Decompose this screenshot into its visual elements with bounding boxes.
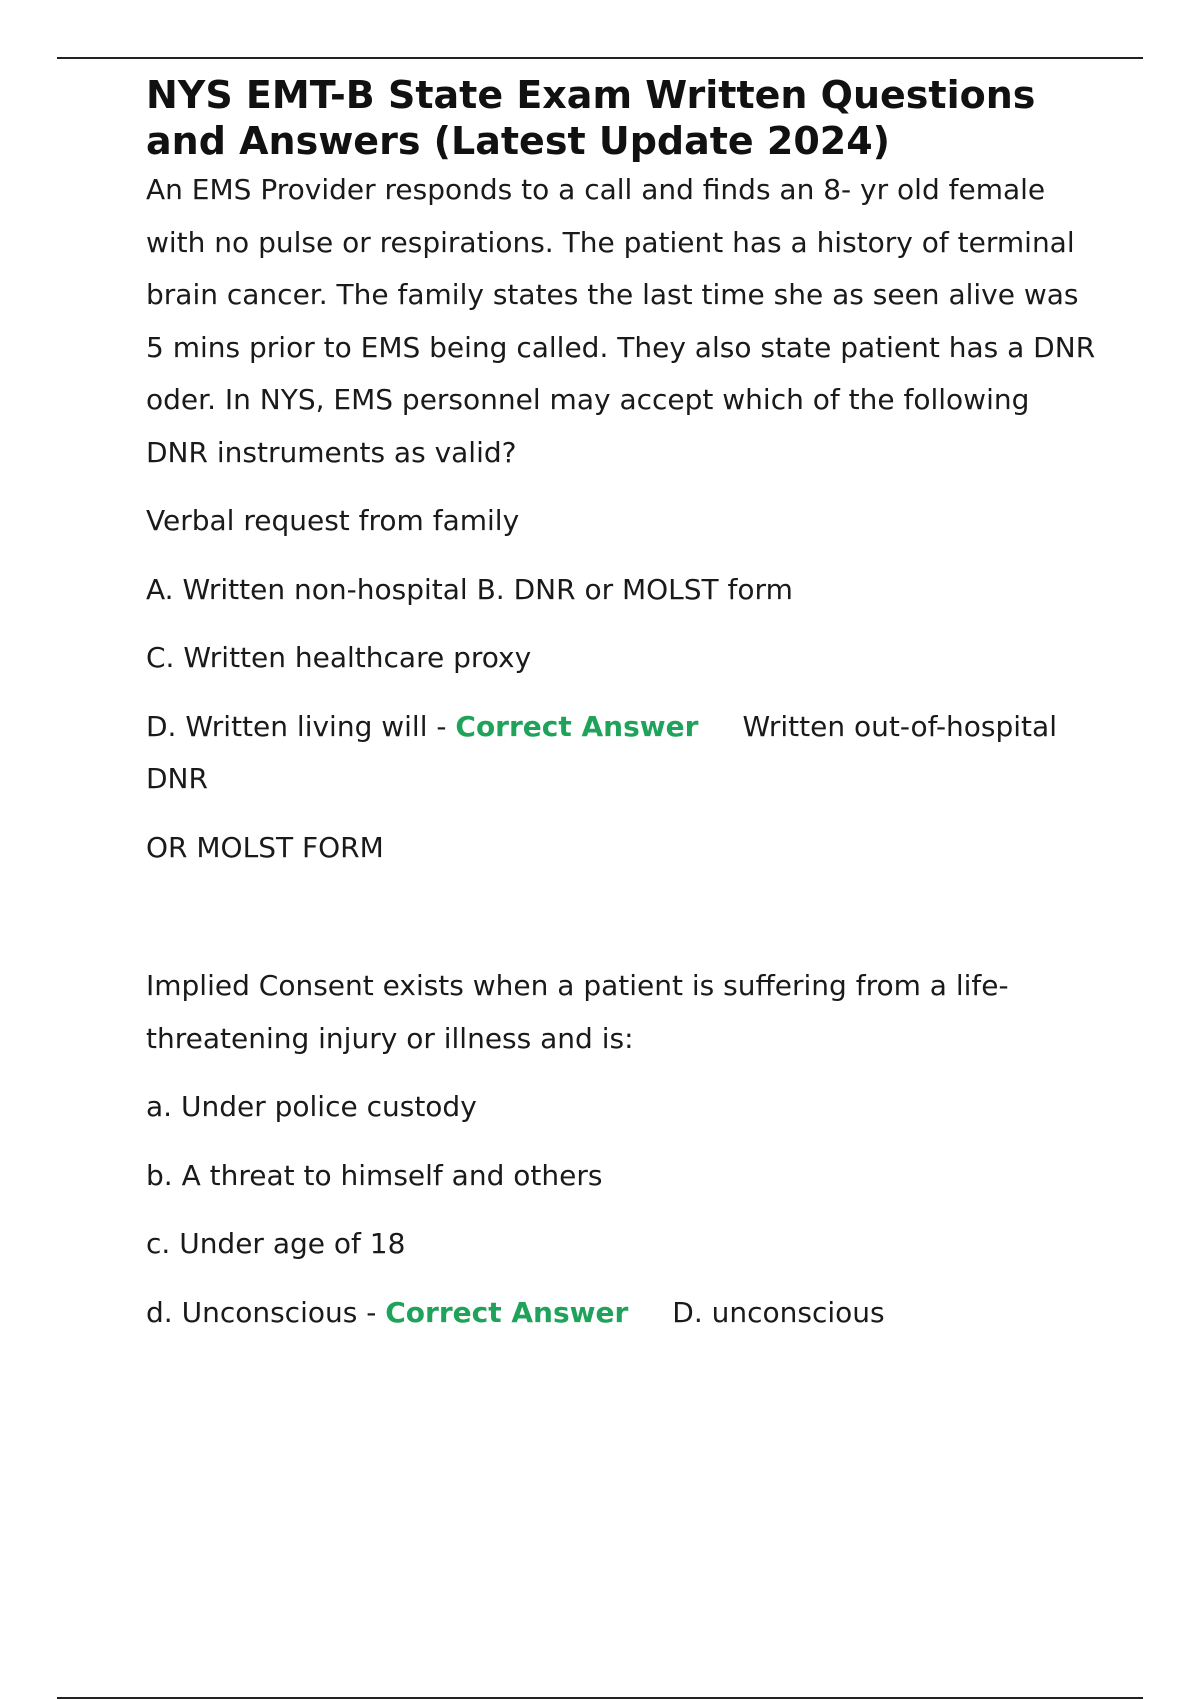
question-1-option-c: C. Written healthcare proxy <box>146 641 532 674</box>
bottom-rule <box>57 1697 1143 1699</box>
question-1-text: An EMS Provider responds to a call and finds an 8- yr old female with no pulse or respirations. The patient has a history of terminal brain cancer. The family states the last time she as seen alive was 5 mins prior to EMS being called. They also state patient has a DNR oder. In NYS, EMS personnel may accept which of the following DNR instruments as valid? <box>146 173 1096 469</box>
question-1-option-ab: A. Written non-hospital B. DNR or MOLST form <box>146 572 793 606</box>
top-rule <box>57 57 1143 59</box>
question-1-option-d <box>146 701 1096 806</box>
question-2 <box>146 960 1096 1339</box>
document-body <box>146 72 1096 1339</box>
question-2-option-c: c. Under age of 18 <box>146 1227 406 1260</box>
question-2-answer: D. unconscious <box>672 1295 885 1329</box>
question-1 <box>146 164 1096 874</box>
question-1-option-verbal: Verbal request from family <box>146 504 520 537</box>
correct-answer-label: Correct Answer <box>385 1295 629 1329</box>
question-2-text: Implied Consent exists when a patient is suffering from a life-threatening injury or illness and is: <box>146 969 1009 1055</box>
question-1-option-d-text: D. Written living will - <box>146 709 456 743</box>
question-2-option-d <box>146 1287 1096 1340</box>
question-2-option-a: a. Under police custody <box>146 1090 477 1123</box>
question-2-option-d-text: d. Unconscious - <box>146 1295 386 1329</box>
question-2-option-b: b. A threat to himself and others <box>146 1158 603 1192</box>
document-title: NYS EMT-B State Exam Written Questions and Answers (Latest Update 2024) <box>146 73 1036 163</box>
question-1-answer-continued: OR MOLST FORM <box>146 830 384 864</box>
correct-answer-label: Correct Answer <box>455 709 699 743</box>
question-1-answer: Written out-of-hospital DNR <box>146 709 1057 795</box>
